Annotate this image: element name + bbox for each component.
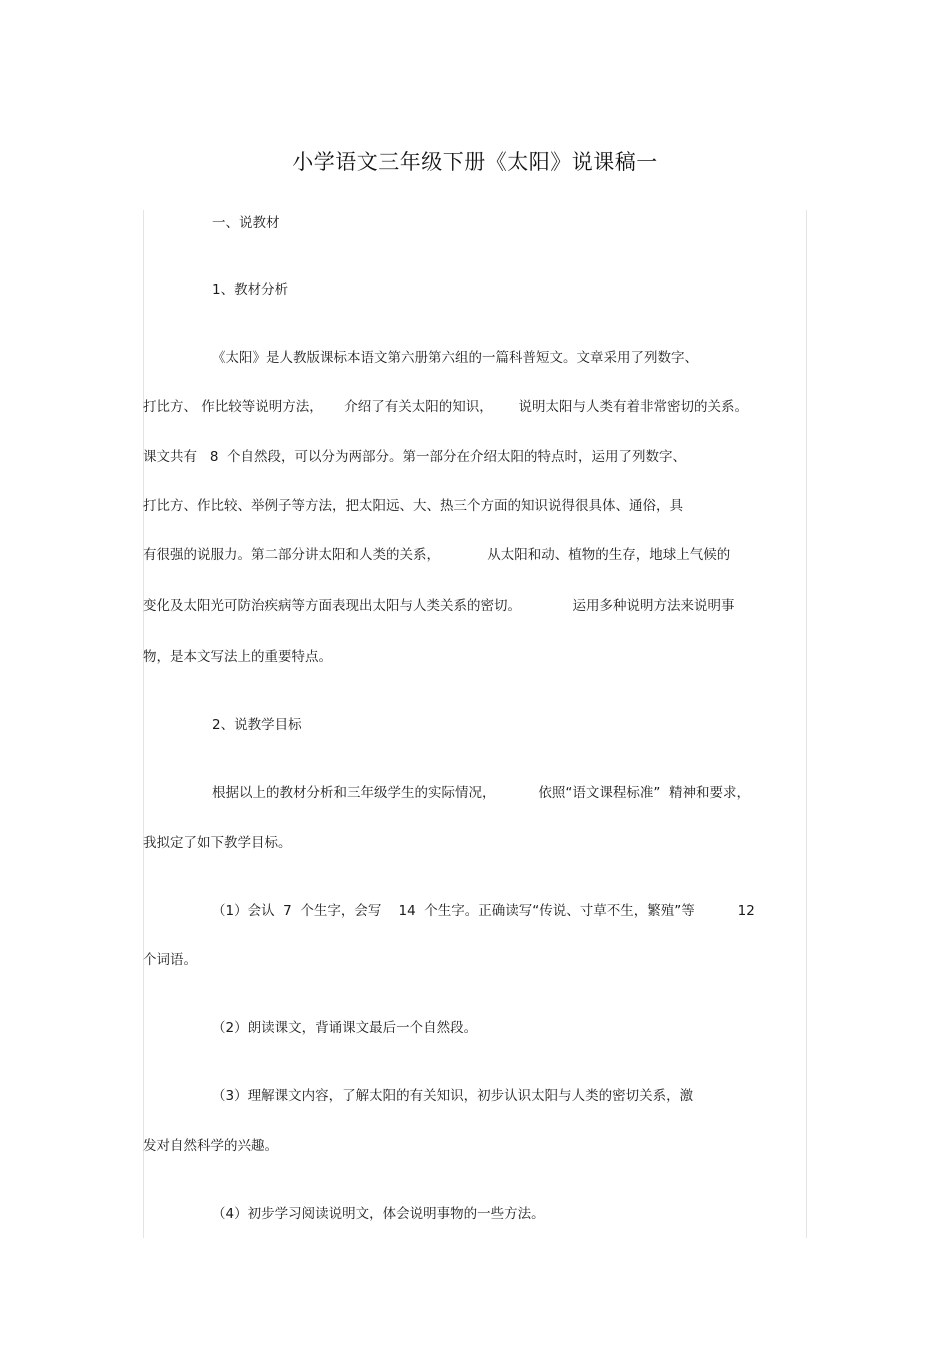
right-margin-rule xyxy=(806,210,807,1238)
paragraph-line: 打比方、作比较、举例子等方法，把太阳远、大、热三个方面的知识说得很具体、通俗，具 xyxy=(143,498,683,514)
paragraph-line: 打比方、 作比较等说明方法， 介绍了有关太阳的知识， 说明太阳与人类有着非常密切的关系。 xyxy=(143,399,748,415)
goal-item-2: （2）朗读课文，背诵课文最后一个自然段。 xyxy=(212,1020,478,1036)
paragraph-line: 根据以上的教材分析和三年级学生的实际情况， 依照“语文课程标准” 精神和要求， xyxy=(212,785,750,801)
goal-item-3: （3）理解课文内容，了解太阳的有关知识，初步认识太阳与人类的密切关系，激 xyxy=(212,1088,694,1104)
left-margin-rule xyxy=(143,210,144,1238)
subheading-textbook-analysis: 1、教材分析 xyxy=(212,282,289,298)
goal-item-4: （4）初步学习阅读说明文，体会说明事物的一些方法。 xyxy=(212,1206,545,1222)
goal-item-1: （1）会认 7 个生字，会写 14 个生字。正确读写“传说、寸草不生，繁殖”等 12 xyxy=(212,903,755,919)
paragraph-line: 课文共有 8 个自然段，可以分为两部分。第一部分在介绍太阳的特点时，运用了列数字、 xyxy=(143,449,687,465)
paragraph-line: 《太阳》是人教版课标本语文第六册第六组的一篇科普短文。文章采用了列数字、 xyxy=(212,350,698,366)
paragraph-line: 我拟定了如下教学目标。 xyxy=(143,835,292,851)
subheading-teaching-goals: 2、说教学目标 xyxy=(212,717,302,733)
paragraph-line: 变化及太阳光可防治疾病等方面表现出太阳与人类关系的密切。 运用多种说明方法来说明事 xyxy=(143,598,735,614)
page-title: 小学语文三年级下册《太阳》说课稿一 xyxy=(292,150,658,174)
paragraph-line: 物，是本文写法上的重要特点。 xyxy=(143,649,332,665)
goal-item-1-continued: 个词语。 xyxy=(143,952,197,968)
goal-item-3-continued: 发对自然科学的兴趣。 xyxy=(143,1138,278,1154)
section-heading-textbook: 一、说教材 xyxy=(212,215,280,231)
paragraph-line: 有很强的说服力。第二部分讲太阳和人类的关系， 从太阳和动、植物的生存，地球上气候的 xyxy=(143,547,731,563)
